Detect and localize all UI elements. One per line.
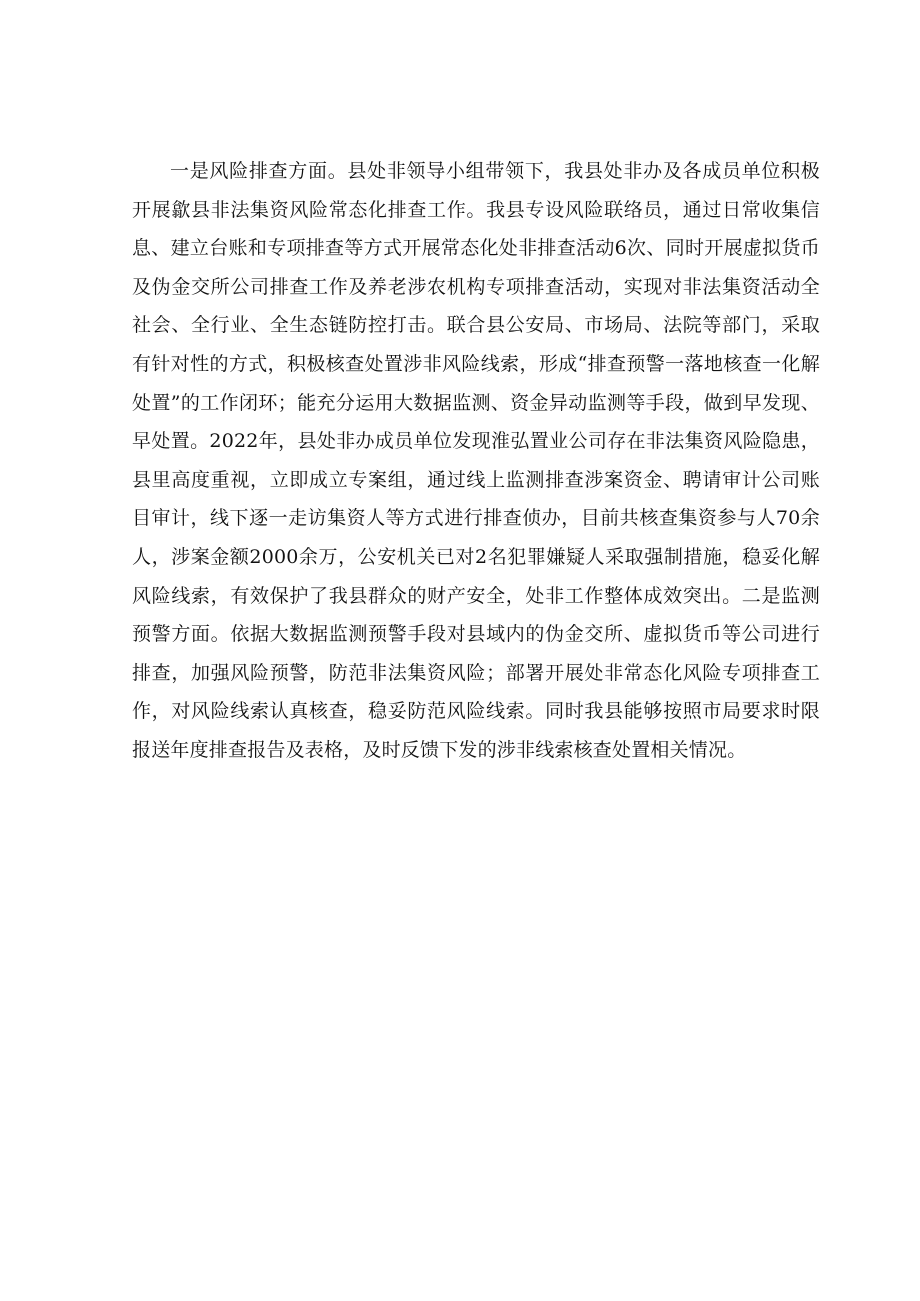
body-paragraph: 一是风险排查方面。县处非领导小组带领下，我县处非办及各成员单位积极开展歙县非法集资风险常态化排查工作。我县专设风险联络员，通过日常收集信息、建立台账和专项排查等方式开展常态化处非排查活动6次、同时开展虚拟货币及伪金交所公司排查工作及养老涉农机构专项排查活动，实现对非法集资活动全社会、全行业、全生态链防控打击。联合县公安局、市场局、法院等部门，采取有针对性的方式，积极核查处置涉非风险线索，形成“排查预警一落地核查一化解处置”的工作闭环；能充分运用大数据监测、资金异动监测等手段，做到早发现、早处置。2022年，县处非办成员单位发现淮弘置业公司存在非法集资风险隐患，县里高度重视，立即成立专案组，通过线上监测排查涉案资金、聘请审计公司账目审计，线下逐一走访集资人等方式进行排查侦办，目前共核查集资参与人70余人，涉案金额2000余万，公安机关已对2名犯罪嫌疑人采取强制措施，稳妥化解风险线索，有效保护了我县群众的财产安全，处非工作整体成效突出。二是监测预警方面。依据大数据监测预警手段对县域内的伪金交所、虚拟货币等公司进行排查，加强风险预警，防范非法集资风险；部署开展处非常态化风险专项排查工作，对风险线索认真核查，稳妥防范风险线索。同时我县能够按照市局要求时限报送年度排查报告及表格，及时反馈下发的涉非线索核查处置相关情况。 <box>132 160 820 761</box>
